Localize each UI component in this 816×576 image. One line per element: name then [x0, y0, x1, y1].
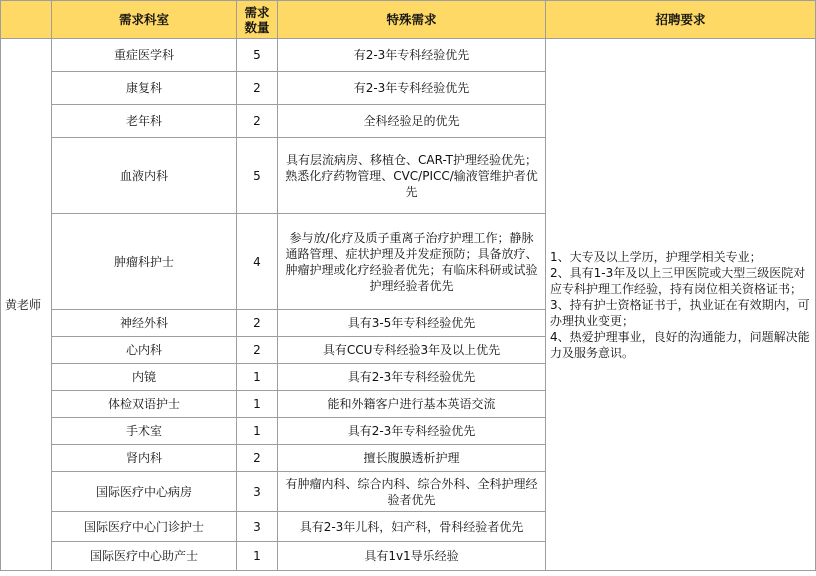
qty-cell: 1 [237, 418, 278, 445]
qty-cell: 2 [237, 445, 278, 472]
qty-cell: 4 [237, 214, 278, 310]
qty-cell: 1 [237, 391, 278, 418]
qty-cell: 2 [237, 310, 278, 337]
need-cell: 参与放/化疗及质子重离子治疗护理工作；静脉通路管理、症状护理及并发症预防；具备放疗、肿瘤护理或化疗经验者优先；有临床科研或试验护理经验者优先 [278, 214, 546, 310]
qty-cell: 2 [237, 337, 278, 364]
header-row [1, 1, 816, 39]
need-cell: 有2-3年专科经验优先 [278, 39, 546, 72]
dept-cell: 手术室 [52, 418, 237, 445]
need-cell: 具有2-3年儿科，妇产科，骨科经验者优先 [278, 512, 546, 542]
dept-cell: 老年科 [52, 105, 237, 138]
qty-cell: 2 [237, 105, 278, 138]
need-cell: 全科经验足的优先 [278, 105, 546, 138]
header-need: 特殊需求 [278, 1, 546, 39]
qty-cell: 3 [237, 512, 278, 542]
dept-cell: 体检双语护士 [52, 391, 237, 418]
qty-cell: 1 [237, 364, 278, 391]
need-cell: 具有2-3年专科经验优先 [278, 364, 546, 391]
dept-cell: 血液内科 [52, 138, 237, 214]
table-row [1, 39, 816, 72]
need-cell: 能和外籍客户进行基本英语交流 [278, 391, 546, 418]
need-cell: 擅长腹膜透析护理 [278, 445, 546, 472]
dept-cell: 康复科 [52, 72, 237, 105]
dept-cell: 国际医疗中心病房 [52, 472, 237, 512]
qty-cell: 5 [237, 138, 278, 214]
dept-cell: 肾内科 [52, 445, 237, 472]
header-qty [237, 1, 278, 39]
header-contact [1, 1, 52, 39]
header-qty-text: 需求 数量 [244, 4, 270, 35]
qty-cell: 5 [237, 39, 278, 72]
header-dept: 需求科室 [52, 1, 237, 39]
need-cell: 有2-3年专科经验优先 [278, 72, 546, 105]
need-cell: 具有层流病房、移植仓、CAR-T护理经验优先；熟悉化疗药物管理、CVC/PICC/输液管维护者优先 [278, 138, 546, 214]
dept-cell: 肿瘤科护士 [52, 214, 237, 310]
contact-cell: 黄老师 [1, 39, 52, 571]
qty-cell: 2 [237, 72, 278, 105]
dept-cell: 神经外科 [52, 310, 237, 337]
need-cell: 具有1v1导乐经验 [278, 542, 546, 571]
need-cell: 具有2-3年专科经验优先 [278, 418, 546, 445]
header-req: 招聘要求 [546, 1, 816, 39]
dept-cell: 国际医疗中心门诊护士 [52, 512, 237, 542]
dept-cell: 心内科 [52, 337, 237, 364]
qty-cell: 3 [237, 472, 278, 512]
dept-cell: 重症医学科 [52, 39, 237, 72]
dept-cell: 国际医疗中心助产士 [52, 542, 237, 571]
qty-cell: 1 [237, 542, 278, 571]
requirements-cell: 1、大专及以上学历，护理学相关专业； 2、具有1-3年及以上三甲医院或大型三级医院对应专科护理工作经验，持有岗位相关资格证书； 3、持有护士资格证书于，执业证在有效期内，可办理执业变更； 4、热爱护理事业，良好的沟通能力，问题解决能力及服务意识。 [546, 39, 816, 571]
need-cell: 有肿瘤内科、综合内科、综合外科、全科护理经验者优先 [278, 472, 546, 512]
need-cell: 具有CCU专科经验3年及以上优先 [278, 337, 546, 364]
dept-cell: 内镜 [52, 364, 237, 391]
need-cell: 具有3-5年专科经验优先 [278, 310, 546, 337]
